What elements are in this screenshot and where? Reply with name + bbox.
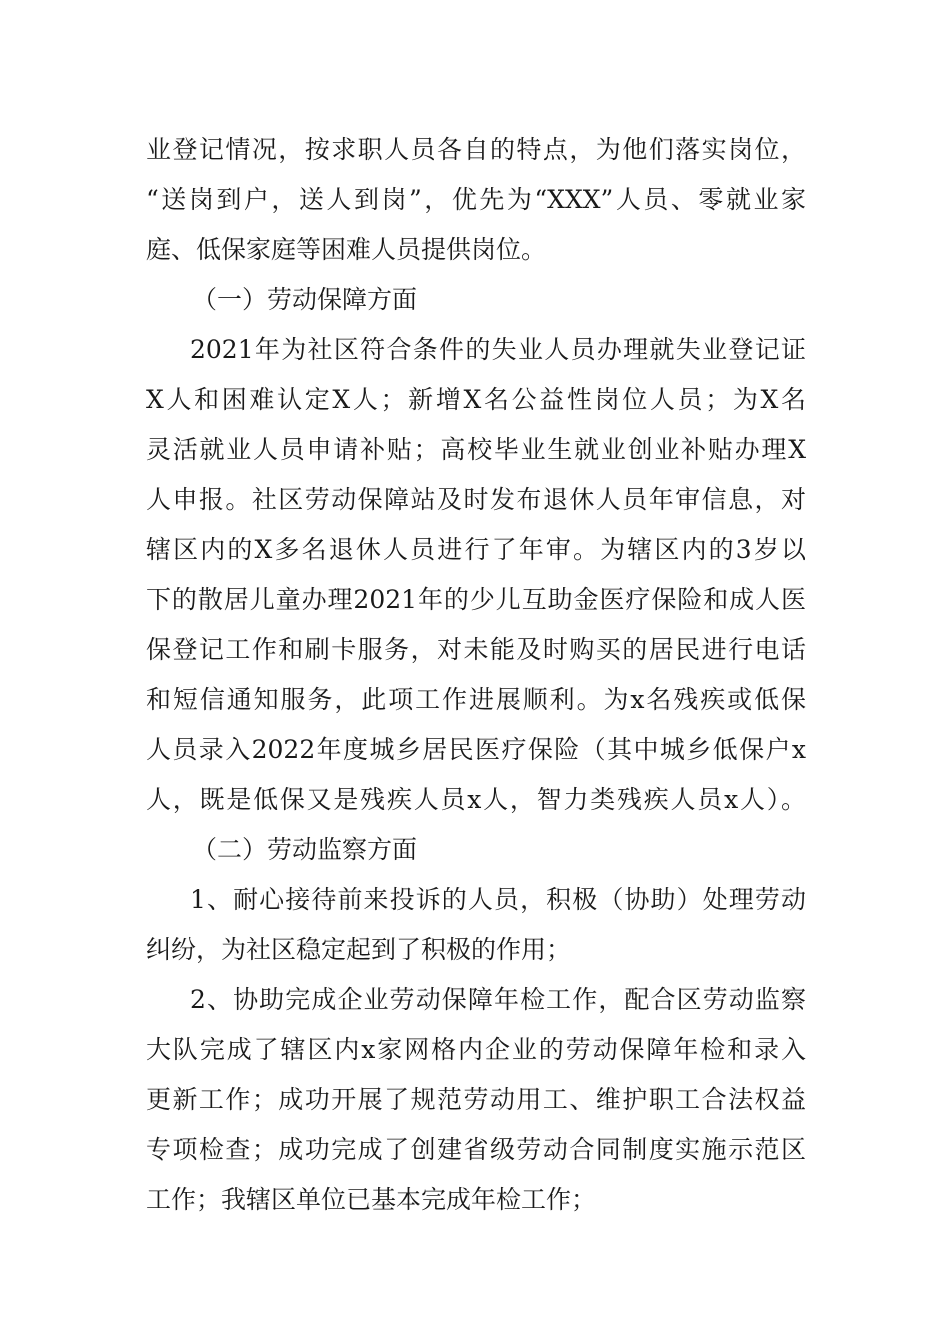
text-line-8: 人申报。社区劳动保障站及时发布退休人员年审信息，对	[146, 485, 806, 514]
section-heading-1: （一）劳动保障方面	[192, 285, 418, 314]
text-line-20: 更新工作；成功开展了规范劳动用工、维护职工合法权益	[146, 1085, 806, 1114]
text-line-16: 1、耐心接待前来投诉的人员，积极（协助）处理劳动	[190, 885, 806, 914]
section-heading-2: （二）劳动监察方面	[192, 835, 418, 864]
text-line-5: 2021年为社区符合条件的失业人员办理就失业登记证	[190, 335, 806, 364]
text-line-6: X人和困难认定X人；新增X名公益性岗位人员；为X名	[146, 385, 806, 414]
text-line-14: 人，既是低保又是残疾人员x人，智力类残疾人员x人）。	[146, 785, 806, 814]
text-line-19: 大队完成了辖区内x家网格内企业的劳动保障年检和录入	[146, 1035, 806, 1064]
text-line-17: 纠纷，为社区稳定起到了积极的作用；	[146, 935, 572, 964]
text-line-2: “送岗到户，送人到岗”，优先为“XXX”人员、零就业家	[146, 185, 806, 214]
text-line-22: 工作；我辖区单位已基本完成年检工作；	[146, 1185, 597, 1214]
text-line-10: 下的散居儿童办理2021年的少儿互助金医疗保险和成人医	[146, 585, 806, 614]
text-line-21: 专项检查；成功完成了创建省级劳动合同制度实施示范区	[146, 1135, 806, 1164]
text-line-11: 保登记工作和刷卡服务，对未能及时购买的居民进行电话	[146, 635, 806, 664]
text-line-3: 庭、低保家庭等困难人员提供岗位。	[146, 235, 547, 264]
text-line-7: 灵活就业人员申请补贴；高校毕业生就业创业补贴办理X	[146, 435, 806, 464]
text-line-1: 业登记情况，按求职人员各自的特点，为他们落实岗位，	[146, 135, 806, 164]
text-line-13: 人员录入2022年度城乡居民医疗保险（其中城乡低保户x	[146, 735, 806, 764]
text-line-9: 辖区内的X多名退休人员进行了年审。为辖区内的3岁以	[146, 535, 806, 564]
text-line-12: 和短信通知服务，此项工作进展顺利。为x名残疾或低保	[146, 685, 806, 714]
text-line-18: 2、协助完成企业劳动保障年检工作，配合区劳动监察	[190, 985, 806, 1014]
